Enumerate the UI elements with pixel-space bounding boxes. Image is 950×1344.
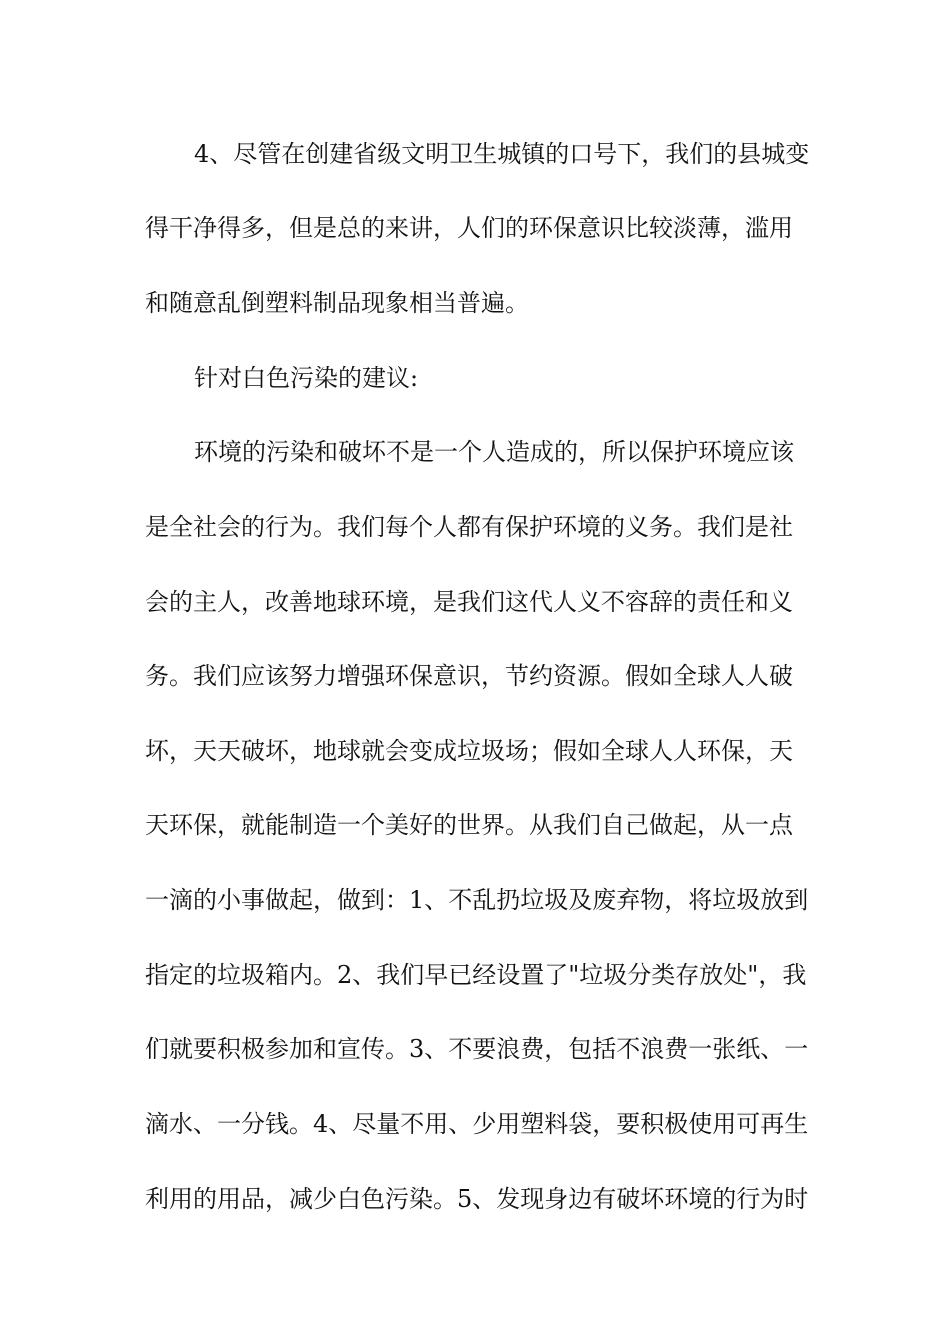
text-line <box>0 507 950 547</box>
text-line <box>0 731 950 771</box>
line-text: 指定的垃圾箱内。2、我们早已经设置了"垃圾分类存放处"，我 <box>145 961 807 989</box>
text-line <box>0 283 950 323</box>
text-line <box>0 134 950 174</box>
text-line <box>0 805 950 845</box>
line-text: 一滴的小事做起，做到：1、不乱扔垃圾及废弃物，将垃圾放到 <box>145 886 809 914</box>
text-line <box>0 955 950 995</box>
line-text: 天环保，就能制造一个美好的世界。从我们自己做起，从一点 <box>145 811 793 839</box>
line-text: 针对白色污染的建议: <box>194 364 419 392</box>
line-text: 环境的污染和破坏不是一个人造成的，所以保护环境应该 <box>194 438 794 466</box>
section-heading <box>0 358 950 398</box>
line-text: 坏，天天破坏，地球就会变成垃圾场；假如全球人人环保，天 <box>145 737 793 765</box>
line-text: 是全社会的行为。我们每个人都有保护环境的义务。我们是社 <box>145 513 793 541</box>
line-text: 们就要积极参加和宣传。3、不要浪费，包括不浪费一张纸、一 <box>145 1035 809 1063</box>
text-line <box>0 582 950 622</box>
text-line <box>0 1029 950 1069</box>
text-line <box>0 432 950 472</box>
line-text: 会的主人，改善地球环境，是我们这代人义不容辞的责任和义 <box>145 588 793 616</box>
text-line <box>0 208 950 248</box>
line-text: 务。我们应该努力增强环保意识，节约资源。假如全球人人破 <box>145 662 793 690</box>
text-line <box>0 1179 950 1219</box>
text-line <box>0 1104 950 1144</box>
line-text: 和随意乱倒塑料制品现象相当普遍。 <box>145 289 529 317</box>
line-text: 滴水、一分钱。4、尽量不用、少用塑料袋，要积极使用可再生 <box>145 1110 809 1138</box>
line-text: 利用的用品，减少白色污染。5、发现身边有破坏环境的行为时 <box>145 1185 809 1213</box>
line-text: 4、尽管在创建省级文明卫生城镇的口号下，我们的县城变 <box>194 140 810 168</box>
text-line <box>0 656 950 696</box>
line-text: 得干净得多，但是总的来讲，人们的环保意识比较淡薄，滥用 <box>145 214 793 242</box>
text-line <box>0 880 950 920</box>
